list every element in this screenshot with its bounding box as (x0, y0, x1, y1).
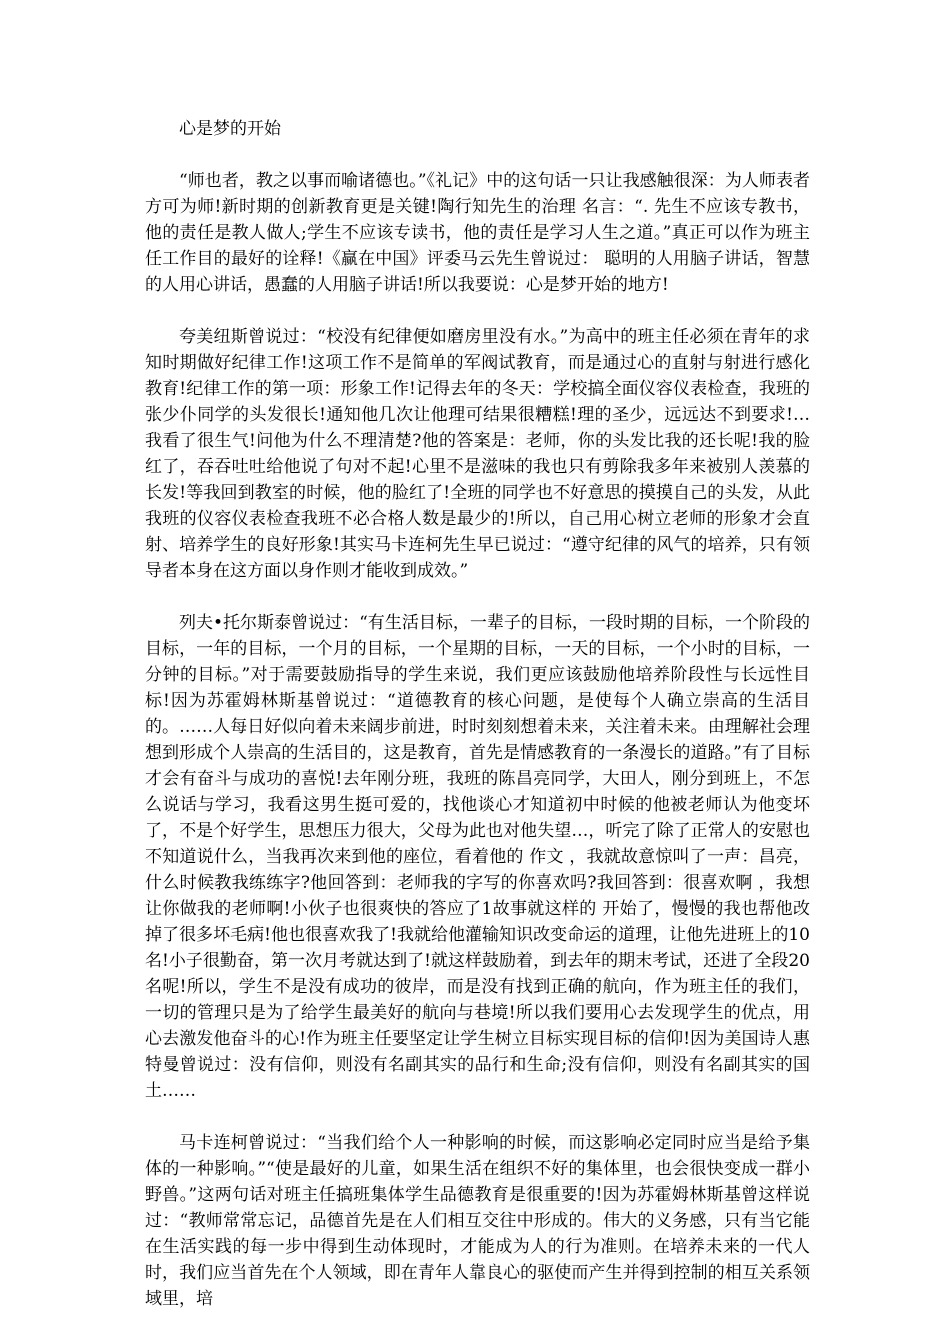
paragraph-1: “师也者，教之以事而喻诸德也。”《礼记》中的这句话一只让我感触很深：为人师表者方可为师!新时期的创新教育更是关键!陶行知先生的治理 名言：“. 先生不应该专教书，他的责任是教人做人;学生不应该专读书，他的责任是学习人生之道。”真正可以作为班主任工作目的最好的诠释!《赢在中国》评委马云先生曾说过： 聪明的人用脑子讲话，智慧的人用心讲话，愚蠢的人用脑子讲话!所以我要说：心是梦开始的地方! (145, 171, 810, 295)
document-body (145, 116, 810, 1312)
paragraph-2: 夸美纽斯曾说过：“校没有纪律便如磨房里没有水。”为高中的班主任必须在青年的求知时期做好纪律工作!这项工作不是简单的军阀试教育，而是通过心的直射与射进行感化教育!纪律工作的第一项：形象工作!记得去年的冬天：学校搞全面仪容仪表检查，我班的张少仆同学的头发很长!通知他几次让他理可结果很糟糕!理的圣少，远远达不到要求!…我看了很生气!问他为什么不理清楚?他的答案是：老师，你的头发比我的还长呢!我的脸红了，吞吞吐吐给他说了句对不起!心里不是滋味的我也只有剪除我多年来被别人羡慕的长发!等我回到教室的时候，他的脸红了!全班的同学也不好意思的摸摸自己的头发，从此我班的仪容仪表检查我班不必合格人数是最少的!所以，自己用心树立老师的形象才会直射、培养学生的良好形象!其实马卡连柯先生早已说过：“遵守纪律的风气的培养，只有领导者本身在这方面以身作则才能收到成效。” (145, 327, 810, 581)
document-title: 心是梦的开始 (179, 119, 281, 139)
paragraph-3: 列夫•托尔斯泰曾说过：“有生活目标，一辈子的目标，一段时期的目标，一个阶段的目标，一年的目标，一个月的目标，一个星期的目标，一天的目标，一个小时的目标，一分钟的目标。”对于需要鼓励指导的学生来说，我们更应该鼓励他培养阶段性与长远性目标!因为苏霍姆林斯基曾说过：“道德教育的核心问题，是使每个人确立崇高的生活目的。……人每日好似向着未来阔步前进，时时刻刻想着未来，关注着未来。由理解社会理想到形成个人崇高的生活目的，这是教育，首先是情感教育的一条漫长的道路。”有了目标才会有奋斗与成功的喜悦!去年刚分班，我班的陈昌亮同学，大田人，刚分到班上，不怎么说话与学习，我看这男生挺可爱的，找他谈心才知道初中时候的他被老师认为他变坏了，不是个好学生，思想压力很大，父母为此也对他失望…，听完了除了正常人的安慰也不知道说什么，当我再次来到他的座位，看着他的 作文 ，我就故意惊叫了一声：昌亮，什么时候教我练练字?他回答到：老师我的字写的你喜欢吗?我回答到：很喜欢啊 ，我想让你做我的老师啊!小伙子也很爽快的答应了1故事就这样的 开始了，慢慢的我也帮他改掉了很多坏毛病!他也很喜欢我了!我就给他灌输知识改变命运的道理，让他先进班上的10名!小子很勤奋，第一次月考就达到了!就这样鼓励着，到去年的期末考试，还进了全段20名呢!所以，学生不是没有成功的彼岸，而是没有找到正确的航向，作为班主任的我们，一切的管理只是为了给学生最美好的航向与巷境!所以我们要用心去发现学生的优点，用心去激发他奋斗的心!作为班主任要坚定让学生树立目标实现目标的信仰!因为美国诗人惠特曼曾说过：没有信仰，则没有名副其实的品行和生命;没有信仰，则没有名副其实的国土…… (145, 613, 810, 1101)
paragraph-4: 马卡连柯曾说过：“当我们给个人一种影响的时候，而这影响必定同时应当是给予集体的一种影响。”“使是最好的儿童，如果生活在组织不好的集体里，也会很快变成一群小野兽。”这两句话对班主任搞班集体学生品德教育是很重要的!因为苏霍姆林斯基曾这样说过：“教师常常忘记，品德首先是在人们相互交往中形成的。伟大的义务感，只有当它能在生活实践的每一步中得到生动体现时，才能成为人的行为准则。在培养未来的一代人时，我们应当首先在个人领域，即在青年人靠良心的驱使而产生并得到控制的相互关系领域里，培 (145, 1133, 810, 1309)
